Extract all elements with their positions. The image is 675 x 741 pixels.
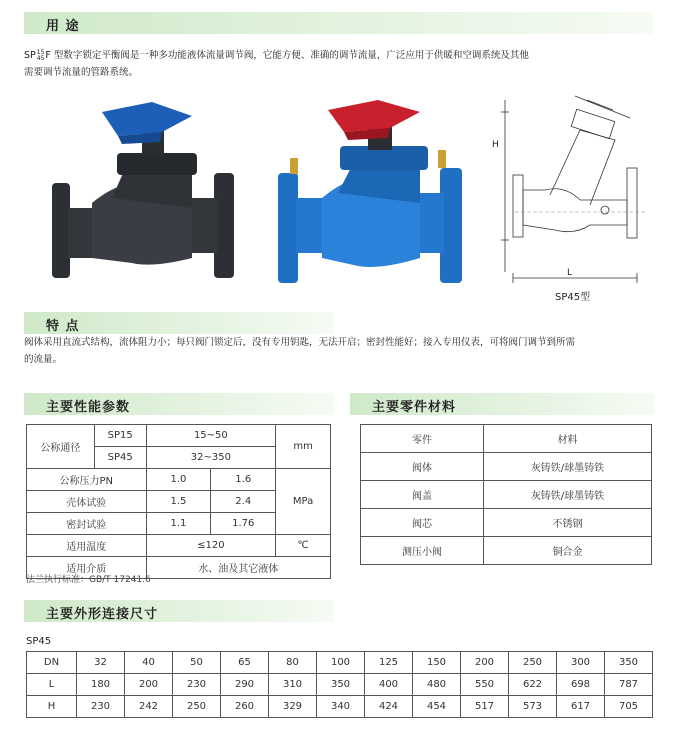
table-row: [361, 453, 652, 481]
sp15-label: SP15: [94, 425, 146, 447]
params-table: [26, 424, 331, 579]
section-bar-features: [24, 312, 334, 334]
dims-cell: 340: [317, 696, 365, 718]
dims-cell: 125: [365, 652, 413, 674]
valve-photo-dark: [42, 98, 252, 288]
dims-model-label: SP45: [26, 636, 52, 647]
dims-cell: 787: [605, 674, 653, 696]
medium-value: 水、油及其它液体: [146, 557, 330, 579]
dims-cell: 100: [317, 652, 365, 674]
parts-header-part: 零件: [361, 425, 484, 453]
dims-cell: 350: [317, 674, 365, 696]
section-bar-params: [24, 393, 334, 415]
dims-cell: 250: [509, 652, 557, 674]
nominal-label: 公称通径: [27, 425, 95, 469]
dims-cell: 617: [557, 696, 605, 718]
dims-cell: L: [27, 674, 77, 696]
valve-technical-drawing: [495, 90, 655, 290]
model-prefix: SP: [24, 50, 36, 61]
table-row: [361, 481, 652, 509]
dims-cell: 517: [461, 696, 509, 718]
table-row: [27, 469, 331, 491]
features-title: 特 点: [46, 319, 80, 334]
part-material: 不锈钢: [484, 509, 652, 537]
dims-cell: 65: [221, 652, 269, 674]
sp45-label: SP45: [94, 447, 146, 469]
sp15-range: 15~50: [146, 425, 276, 447]
shell-label: 壳体试验: [27, 491, 147, 513]
shell-b: 2.4: [211, 491, 276, 513]
pn-b: 1.6: [211, 469, 276, 491]
red-handle-icon: [328, 100, 420, 140]
part-material: 铜合金: [484, 537, 652, 565]
model-sup: 15: [36, 48, 45, 56]
part-name: 阀芯: [361, 509, 484, 537]
table-row: [27, 674, 653, 696]
usage-line-1: [24, 47, 664, 64]
table-row: [27, 535, 331, 557]
mm-unit: mm: [276, 425, 331, 469]
valve-photo-blue: [270, 98, 480, 288]
table-row: [27, 696, 653, 718]
part-name: 阀盖: [361, 481, 484, 509]
table-row: [27, 652, 653, 674]
dims-cell: 698: [557, 674, 605, 696]
temp-unit: ℃: [276, 535, 331, 557]
parts-table: [360, 424, 652, 565]
seal-label: 密封试验: [27, 513, 147, 535]
features-line-2: 的流量。: [24, 354, 63, 365]
dims-cell: 573: [509, 696, 557, 718]
dims-cell: 454: [413, 696, 461, 718]
dims-cell: 180: [77, 674, 125, 696]
flange-standard-note: 法兰执行标准：GB/T 17241.6: [26, 575, 151, 585]
section-bar-parts: [350, 393, 655, 415]
dims-cell: 80: [269, 652, 317, 674]
dims-table: [26, 651, 653, 718]
table-row: [361, 537, 652, 565]
section-bar-dims: [24, 600, 334, 622]
blue-valve-body: [278, 118, 462, 283]
mpa-unit: MPa: [276, 469, 331, 535]
parts-title: 主要零件材料: [372, 400, 457, 415]
part-material: 灰铸铁/球墨铸铁: [484, 453, 652, 481]
sp45-range: 32~350: [146, 447, 276, 469]
dims-cell: 230: [173, 674, 221, 696]
dims-cell: 32: [77, 652, 125, 674]
dims-cell: 329: [269, 696, 317, 718]
temp-value: ≤120: [146, 535, 276, 557]
dims-cell: 230: [77, 696, 125, 718]
dims-cell: 250: [173, 696, 221, 718]
temp-label: 适用温度: [27, 535, 147, 557]
seal-a: 1.1: [146, 513, 211, 535]
dims-cell: 622: [509, 674, 557, 696]
features-paragraph: [24, 334, 664, 368]
usage-line1-text: F 型数字锁定平衡阀是一种多功能液体流量调节阀，它能方便、准确的调节流量，广泛应用于供暖和空调系统及其他: [45, 50, 529, 61]
table-row: [361, 425, 652, 453]
pn-a: 1.0: [146, 469, 211, 491]
section-bar-usage: [24, 12, 653, 34]
seal-b: 1.76: [211, 513, 276, 535]
dims-cell: 150: [413, 652, 461, 674]
dims-cell: 400: [365, 674, 413, 696]
dark-valve-body: [52, 123, 234, 278]
pn-label: 公称压力PN: [27, 469, 147, 491]
usage-paragraph: [24, 47, 664, 81]
part-name: 测压小阀: [361, 537, 484, 565]
dims-cell: 424: [365, 696, 413, 718]
dims-cell: 50: [173, 652, 221, 674]
medium-label: 适用介质: [27, 557, 147, 579]
dims-cell: DN: [27, 652, 77, 674]
part-name: 阀体: [361, 453, 484, 481]
drawing-h-label: H: [492, 140, 499, 150]
dims-cell: 40: [125, 652, 173, 674]
dims-cell: 242: [125, 696, 173, 718]
dims-cell: 705: [605, 696, 653, 718]
usage-title: 用 途: [46, 19, 80, 34]
dims-cell: 310: [269, 674, 317, 696]
dims-cell: H: [27, 696, 77, 718]
table-row: [361, 509, 652, 537]
dims-cell: 300: [557, 652, 605, 674]
model-sub: 45: [36, 54, 45, 62]
dims-title: 主要外形连接尺寸: [46, 607, 159, 622]
drawing-caption: SP45型: [555, 292, 591, 303]
dims-cell: 200: [125, 674, 173, 696]
dims-cell: 200: [461, 652, 509, 674]
dims-cell: 260: [221, 696, 269, 718]
usage-line-2: 需要调节流量的管路系统。: [24, 67, 139, 78]
dims-cell: 290: [221, 674, 269, 696]
dims-cell: 550: [461, 674, 509, 696]
part-material: 灰铸铁/球墨铸铁: [484, 481, 652, 509]
table-row: [27, 425, 331, 447]
features-line-1: 阀体采用直流式结构，流体阻力小；每只阀门锁定后，没有专用钥匙，无法开启；密封性能好；接入专用仪表，可将阀门调节到所需: [24, 337, 576, 348]
params-title: 主要性能参数: [46, 400, 131, 415]
dims-cell: 480: [413, 674, 461, 696]
shell-a: 1.5: [146, 491, 211, 513]
blue-handle-icon: [102, 102, 192, 144]
drawing-l-label: L: [567, 268, 573, 278]
dims-cell: 350: [605, 652, 653, 674]
parts-header-material: 材料: [484, 425, 652, 453]
